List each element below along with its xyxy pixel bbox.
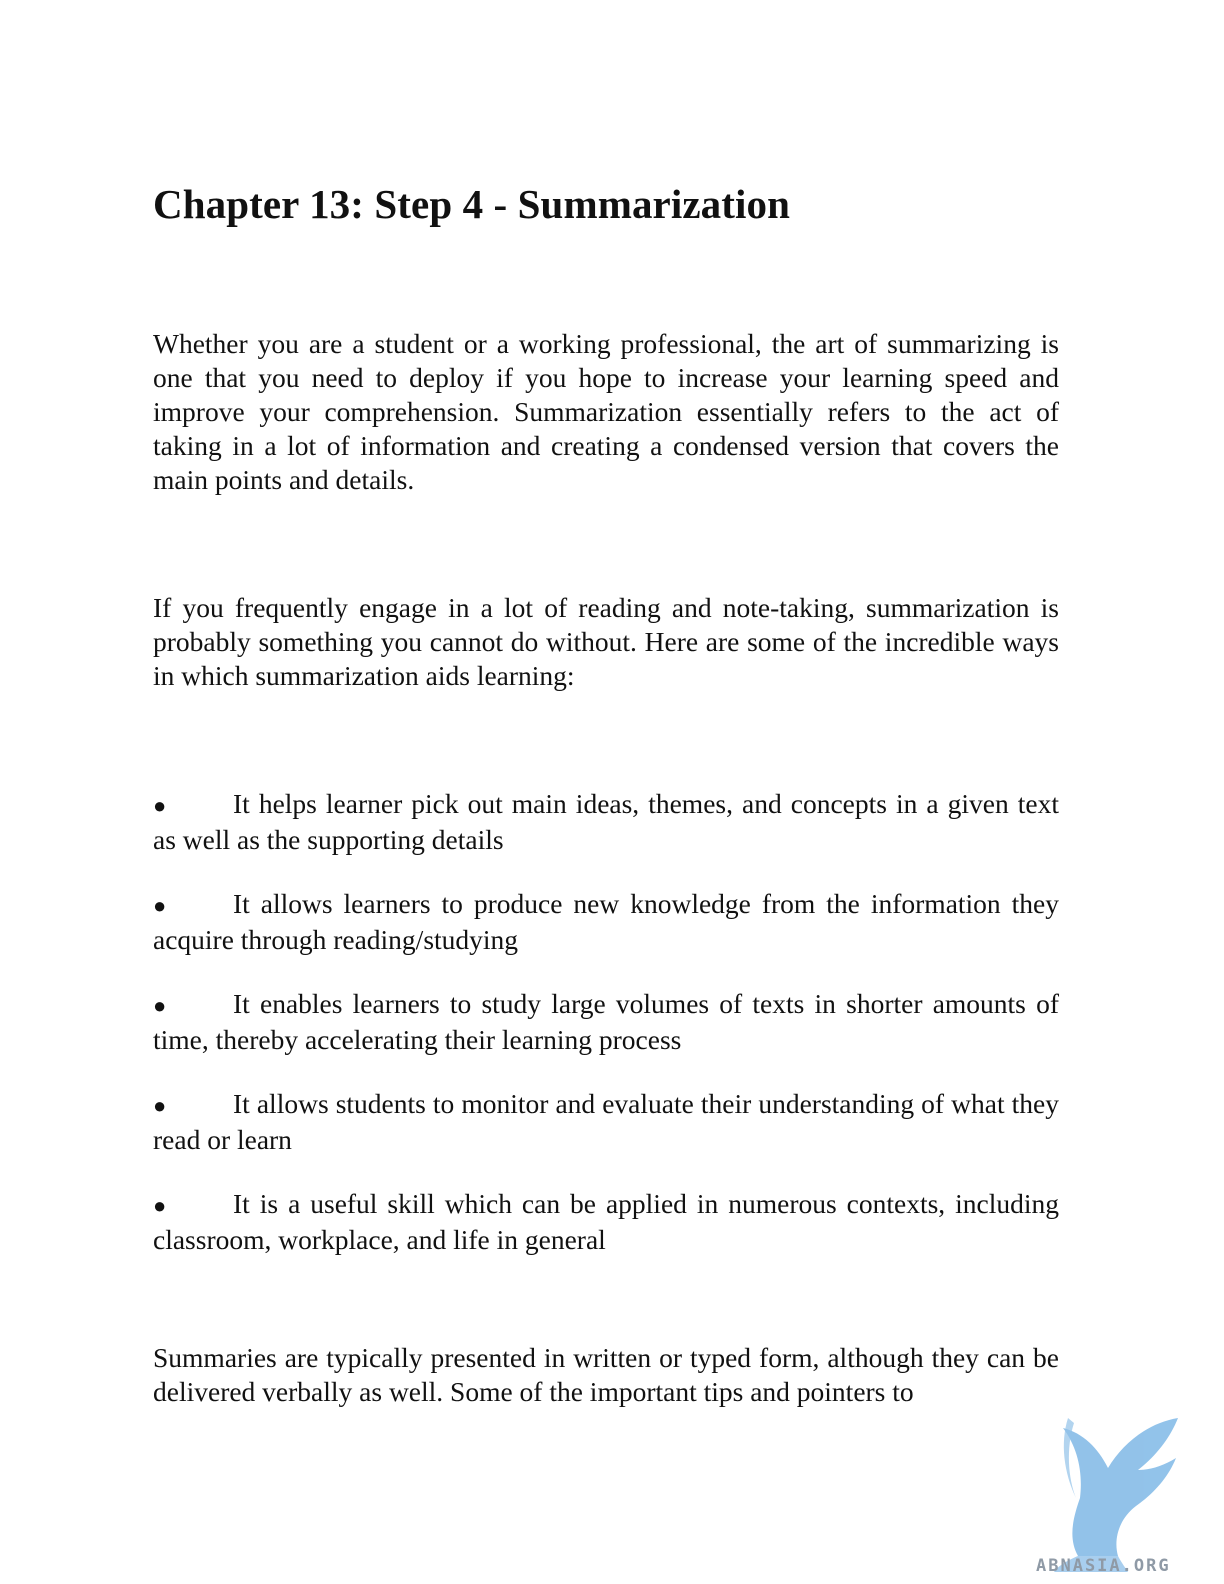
benefits-list — [153, 787, 1059, 1287]
bullet-icon: ● — [153, 1093, 167, 1118]
griffin-logo-icon — [1028, 1388, 1218, 1578]
list-item — [153, 887, 1059, 957]
bullet-icon: ● — [153, 993, 167, 1018]
list-item-text: It enables learners to study large volumes of texts in shorter amounts of time, thereby accelerating their learning process — [153, 988, 1059, 1055]
closing-paragraph: Summaries are typically presented in written or typed form, although they can be delivered verbally as well. Some of the important tips and pointers to — [153, 1342, 1059, 1407]
list-item — [153, 787, 1059, 857]
list-item-text: It helps learner pick out main ideas, themes, and concepts in a given text as well as the supporting details — [153, 788, 1059, 855]
list-item-text: It is a useful skill which can be applied in numerous contexts, including classroom, workplace, and life in general — [153, 1188, 1059, 1255]
list-item-text: It allows students to monitor and evaluate their understanding of what they read or learn — [153, 1088, 1059, 1155]
chapter-title: Chapter 13: Step 4 - Summarization — [153, 181, 790, 227]
bullet-icon: ● — [153, 1193, 167, 1218]
intro-paragraph: Whether you are a student or a working professional, the art of summarizing is one that you need to deploy if you hope to increase your learning speed and improve your comprehension. Summarization essentially refers to the act of taking in a lot of information and creating a condensed version that covers the main points and details. — [153, 328, 1059, 495]
lead-in-paragraph: If you frequently engage in a lot of reading and note-taking, summarization is probably something you cannot do without. Here are some of the incredible ways in which summarization aids learning: — [153, 592, 1059, 691]
list-item — [153, 987, 1059, 1057]
bullet-icon: ● — [153, 893, 167, 918]
bullet-icon: ● — [153, 793, 167, 818]
list-item-text: It allows learners to produce new knowledge from the information they acquire through reading/studying — [153, 888, 1059, 955]
watermark-text: ABNASIA.ORG — [1036, 1556, 1171, 1576]
list-item — [153, 1087, 1059, 1157]
list-item — [153, 1187, 1059, 1257]
